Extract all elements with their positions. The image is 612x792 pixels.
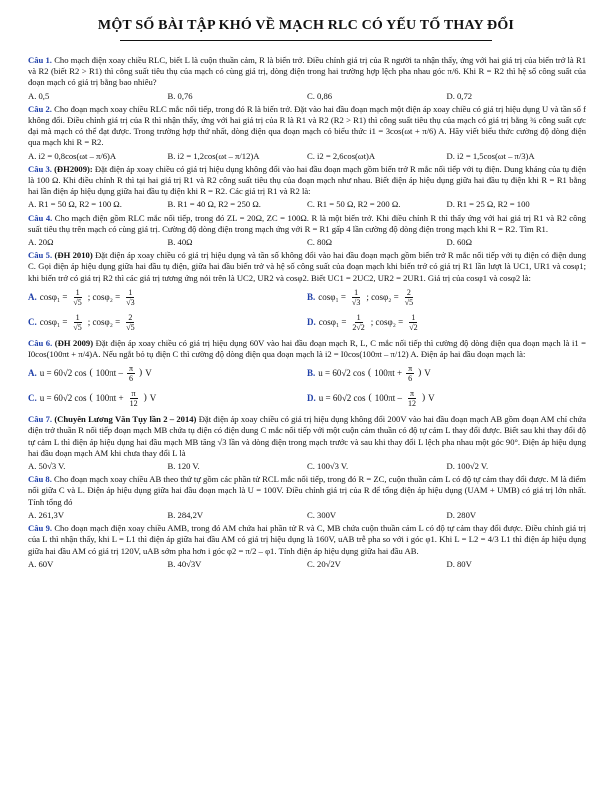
option-c[interactable] [28,313,307,332]
option-a[interactable]: A. 0,5 [28,90,50,101]
option-letter: B. [307,368,316,379]
option-d[interactable]: D. i2 = 1,5cos(ωt – π/3)A [446,150,535,161]
paren-close: ) [139,368,143,379]
question-text: Cho đoạn mạch xoay chiều AB theo thứ tự gồm các phần tử RCL mắc nối tiếp, trong đó R = ZC, cuộn thuần cảm L có độ tự cảm thay đổi được. M là điểm nối giữa C và L. Điện áp hiệu dụng giữa hai đầu đoạn mạch là U = 100V. Điều chỉnh giá trị của R để tổng điện áp hiệu dụng (UAM + UMB) có giá trị lớn nhất. Tính tổng đó [28,474,586,507]
cos-phi1-label: cosφ₁ = [39,316,68,327]
question-source: (ĐH 2009) [54,337,94,348]
question-9-options [28,559,586,570]
numerator: 1 [411,312,416,322]
question-list [28,55,586,572]
formula-prefix: u = 60√2 cos [318,368,366,379]
option-c[interactable]: C. i2 = 2,6cos(ωt)A [307,150,376,161]
question-text: Đặt điện áp xoay chiều có giá trị hiệu dụng không đổi vào hai đầu đoạn mạch gồm biến trở R mắc nối tiếp với tụ điện. Dung kháng của tụ điện là 100 Ω. Khi điều chỉnh R thì tại hai giá trị R1 và R2 công suất tiêu thụ của đoạn mạch như nhau. Biết điện áp hiệu dụng giữa hai đầu tụ điện khi R = R1 bằng hai lần điện áp hiệu dụng giữa hai đầu tụ điện khi R = R2. Các giá trị R1 và R2 là: [28,163,586,197]
question-4 [28,213,586,235]
option-b[interactable]: B. 120 V. [167,461,200,472]
question-3-options [28,199,586,210]
cos-phi1-label: cosφ₁ = [318,291,346,302]
option-b[interactable]: B. i2 = 1,2cos(ωt – π/12)A [167,150,260,161]
question-label: Câu 4. [28,212,53,223]
numerator: 1 [75,312,80,322]
denominator: 12 [129,399,138,409]
question-label: Câu 5. [28,250,53,261]
option-letter: C. [28,316,37,327]
option-c[interactable] [28,389,307,408]
numerator: π [409,389,414,399]
question-1-options [28,91,586,102]
question-text: Cho mạch điện gồm RLC mắc nối tiếp, trong đó ZL = 20Ω, ZC = 100Ω. R là một biến trở. Khi điều chỉnh R thì thấy ứng với hai giá trị R1 và R2 công suất tiêu thụ trên mạch có cùng giá trị. Cường độ dòng điện trong mạch ứng với R = R1 gấp 4 lần cường độ dòng điện trong mạch khi R = R2. Tìm R1. [28,212,586,234]
formula-arg: 100πt – [95,368,123,379]
question-label: Câu 3. [28,163,52,174]
question-5-options-row-2 [28,313,586,332]
denominator: √3 [126,297,135,307]
denominator: √3 [351,297,361,307]
question-8-options [28,510,586,521]
option-b[interactable]: B. 40Ω [167,237,193,248]
page-title: MỘT SỐ BÀI TẬP KHÓ VỀ MẠCH RLC CÓ YẾU TỐ THAY ĐỔI [97,18,515,33]
paren-open: ( [368,368,372,379]
option-c[interactable]: C. 300V [307,509,337,520]
question-text: Đặt điện áp xoay chiều có giá trị hiệu dụng không đổi 200V vào hai đầu đoạn mạch AB gồm đoạn AM chỉ chứa điện trở thuần R nối tiếp đoạn mạch MB chứa tụ điện có điện dung C mắc nối tiếp với một cuộn cảm thuần có độ tự cảm L thay đổi được. Biết sau khi thay đổi độ tự cảm L thì điện áp hiệu dụng hai đầu mạch MB tăng √3 lần và dòng điện trong mạch trước và sau khi thay đổi L lệch pha nhau một góc 90°. Điện áp hiệu dụng hai đầu đoạn mạch AM khi chưa thay đổi L là [28,414,587,458]
question-source: (ĐH 2010) [54,250,93,261]
option-d[interactable]: D. 0,72 [446,90,473,101]
question-1 [28,55,586,89]
unit: V [428,393,435,404]
unit: V [145,368,152,379]
numerator: 1 [75,287,80,297]
option-c[interactable]: C. R1 = 50 Ω, R2 = 200 Ω. [307,199,401,210]
formula-prefix: u = 60√2 cos [39,368,87,379]
paren-close: ) [143,393,147,404]
option-letter: C. [28,393,37,404]
question-text: Cho đoạn mạch xoay chiều RLC mắc nối tiếp, trong đó R là biến trở. Đặt vào hai đầu đoạn mạch một điện áp xoay chiều có giá trị hiệu dụng U và tần số f không đổi. Điều chỉnh giá trị của R thì nhận thấy, ứng với hai giá trị của R là R1 và R2 (R2 > R1) thì công suất tiêu thụ của mạch có giá trị bằng ¾ công suất cực đại mà mạch có thể đạt được. Trong trường hợp thứ nhất, dòng điện qua đoạn mạch có biểu thức i1 = 3cos(ωt + π/6) A. Hãy viết biểu thức cường độ dòng điện qua mạch khi R = R2. [28,103,586,148]
title-underline [120,40,492,41]
denominator: √5 [404,297,414,307]
fraction [124,313,136,332]
numerator: π [128,364,134,374]
option-b[interactable]: B. 40√3V [167,558,202,569]
numerator: 1 [354,287,359,297]
question-4-options [28,237,586,248]
fraction [127,364,135,383]
denominator: 2√2 [352,322,365,332]
question-6-options-row-2 [28,389,586,408]
denominator: 6 [129,374,133,384]
numerator: 2 [406,287,411,297]
question-6-options-row-1 [28,364,586,383]
option-d[interactable]: D. R1 = 25 Ω, R2 = 100 [446,199,530,210]
fraction [406,364,414,383]
fraction [128,389,140,408]
fraction [124,288,136,307]
question-text: Cho mạch điện xoay chiều RLC, biết L là cuộn thuần cảm, R là biến trở. Điều chỉnh giá trị của R người ta nhận thấy, ứng với hai giá trị của biến trở là R1 và R2 (biết R2 > R1) thì công suất tiêu thụ của mạch có cùng giá trị, dòng điện trong hai trường hợp lệch pha nhau góc π/6. Khi R = R2 thì hệ số công suất của đoạn mạch có giá trị bằng bao nhiêu? [28,55,586,88]
option-letter: B. [307,291,316,302]
cos-phi2-label: ; cosφ₂ = [370,316,404,327]
paren-open: ( [368,393,372,404]
denominator: √5 [73,322,82,332]
option-letter: D. [307,393,316,404]
question-2 [28,104,586,149]
question-9 [28,523,586,557]
numerator: 1 [356,312,361,322]
option-a[interactable]: A. i2 = 0,8cos(ωt – π/6)A [28,150,117,161]
option-d[interactable]: D. 280V [446,509,477,520]
paren-open: ( [89,368,93,379]
question-label: Câu 8. [28,474,52,485]
fraction [350,313,366,332]
question-5 [28,250,586,284]
option-d[interactable]: D. 60Ω [446,237,472,248]
option-b[interactable]: B. 284,2V [167,509,204,520]
option-d[interactable]: D. 100√2 V. [446,461,489,472]
option-a[interactable]: A. R1 = 50 Ω, R2 = 100 Ω. [28,199,122,210]
fraction [407,313,419,332]
numerator: π [408,364,413,374]
question-label: Câu 1. [28,55,52,65]
question-source: (Chuyên Lương Văn Tụy lần 2 – 2014) [54,414,197,425]
option-letter: A. [28,291,37,302]
paren-close: ) [418,368,422,379]
cos-phi1-label: cosφ₁ = [39,291,68,302]
option-a[interactable] [28,288,307,307]
option-d[interactable]: D. 80V [446,558,472,569]
option-b[interactable]: B. R1 = 40 Ω, R2 = 250 Ω. [167,199,261,210]
numerator: 1 [128,287,133,297]
numerator: 2 [128,312,133,322]
question-label: Câu 6. [28,337,53,348]
question-text: Đặt điện áp xoay chiều có giá trị hiệu dụng và tần số không đổi vào hai đầu đoạn mạch gồm biến trở R mắc nối tiếp với tụ điện có điện dung C. Gọi điện áp hiệu dụng giữa hai đầu tụ điện, giữa hai đầu biến trở và hệ số công suất của đoạn mạch khi biến trở có giá trị R1 lần lượt là UC1, UR1 và cosφ1; khi biến trở có giá trị R2 thì các giá trị tương ứng nói trên là UC2, UR2 và cosφ2. Biết UC1 = 2UC2, UR2 = 2UR1. Giá trị của cosφ1 và cosφ2 là: [28,250,586,283]
fraction [350,288,362,307]
question-2-options [28,151,586,162]
option-a[interactable]: A. 20Ω [28,237,54,248]
unit: V [424,368,431,379]
option-a[interactable]: A. 50√3 V. [28,461,66,472]
question-8 [28,474,586,508]
option-b[interactable]: B. 0,76 [167,90,193,101]
question-3 [28,164,586,198]
numerator: π [131,389,136,399]
question-label: Câu 9. [28,523,53,534]
formula-arg: 100πt + [374,368,403,379]
unit: V [149,393,157,404]
question-7 [28,414,586,459]
fraction [406,389,418,408]
question-label: Câu 2. [28,103,52,114]
question-source: (ĐH2009): [54,163,93,174]
cos-phi2-label: ; cosφ₂ = [87,316,121,327]
formula-arg: 100πt – [374,393,402,404]
option-a[interactable] [28,364,307,383]
cos-phi2-label: ; cosφ₂ = [366,291,399,302]
formula-prefix: u = 60√2 cos [39,393,87,404]
question-7-options [28,461,586,472]
option-c[interactable]: C. 80Ω [307,237,333,248]
option-b[interactable] [307,364,586,383]
question-label: Câu 7. [28,414,53,425]
denominator: 6 [408,374,413,384]
denominator: 12 [407,399,416,409]
cos-phi2-label: ; cosφ₂ = [87,291,121,302]
denominator: √5 [73,297,82,307]
question-text: Đặt điện áp xoay chiều có giá trị hiệu dụng 60V vào hai đầu đoạn mạch R, L, C mắc nối tiếp thì cường độ dòng điện qua đoạn mạch là i1 = I0cos(100πt + π/4)A. Nếu ngắt bỏ tụ điện C thì cường độ dòng điện qua đoạn mạch là i2 = I0cos(100πt – π/12) A. Điện áp hai đầu đoạn mạch là: [28,337,586,360]
denominator: √2 [409,322,418,332]
option-letter: A. [28,368,37,379]
option-c[interactable]: C. 100√3 V. [307,461,349,472]
paren-open: ( [89,393,93,404]
denominator: √5 [126,322,135,332]
option-b[interactable] [307,288,586,307]
question-5-options-row-1 [28,288,586,307]
fraction [71,313,83,332]
cos-phi1-label: cosφ₁ = [318,316,347,327]
formula-prefix: u = 60√2 cos [318,393,366,404]
paren-close: ) [421,393,426,404]
option-d[interactable] [307,313,586,332]
option-c[interactable]: C. 0,86 [307,90,333,101]
option-d[interactable] [307,389,586,408]
question-6 [28,338,586,360]
option-a[interactable]: A. 261,3V [28,509,65,520]
option-c[interactable]: C. 20√2V [307,558,341,569]
fraction [71,288,83,307]
question-text: Cho đoạn mạch điện xoay chiều AMB, trong đó AM chứa hai phần tử R và C, MB chứa cuộn thuần cảm L có độ tự cảm thay đổi được. Điều chỉnh giá trị của L thì nhận thấy, khi L = L1 thì điện áp giữa hai đầu AM có giá trị hiệu dụng là 160V, uAB trễ pha so với i góc φ1. Khi L = L2 = 4/3 L1 thì điện áp hiệu dụng giữa hai đầu AM có giá trị 120V, uAB sớm pha hơn i góc φ2 = π/2 – φ1. Tính điện áp hiệu dụng giữa hai đầu AB. [28,523,586,556]
option-a[interactable]: A. 60V [28,558,54,569]
fraction [403,288,415,307]
option-letter: D. [307,316,316,327]
formula-arg: 100πt + [95,393,124,404]
